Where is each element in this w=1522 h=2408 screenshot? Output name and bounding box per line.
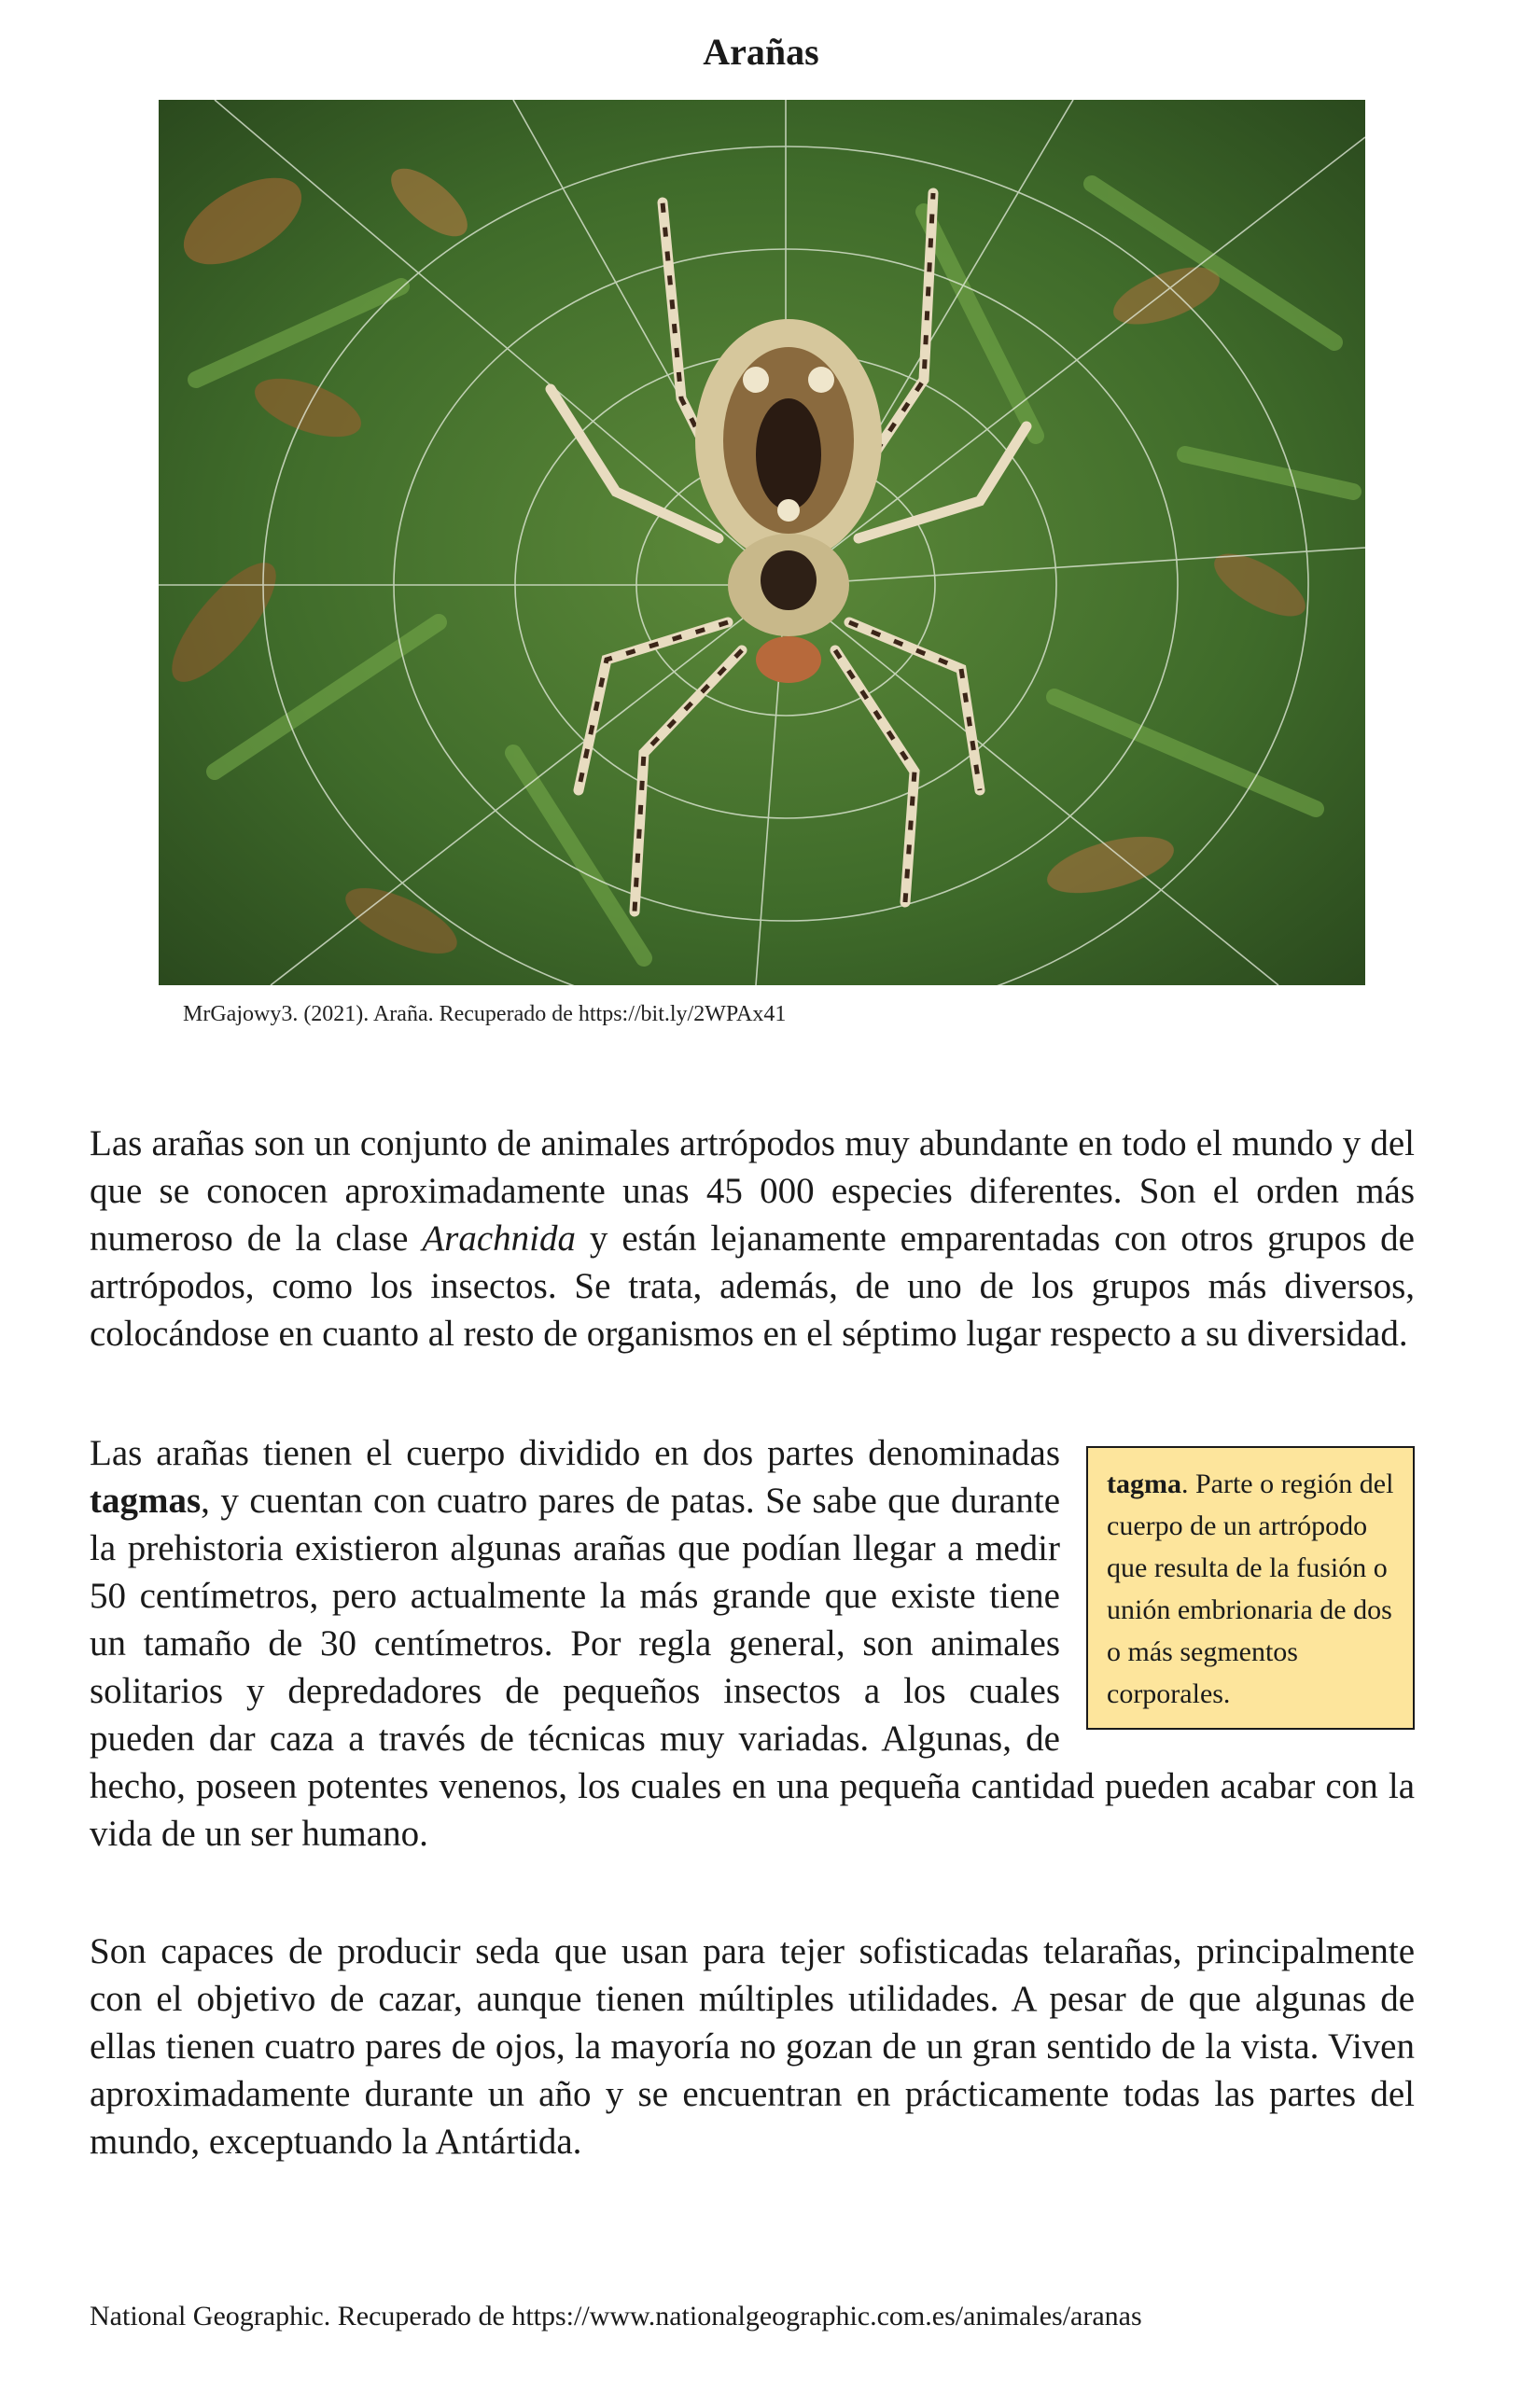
paragraph-body-parts-text-b: , y cuentan con cuatro pares de patas. Se sabe que durante la prehistoria existieron algunas arañas que podían llegar a medir 50 centímetros, pero actualmente la más grande que existe tiene un tamaño de 30 centímetros. Por regla general, son animales solitarios y depredadores de pequeños insectos a los cuales pueden dar caza a través de técnicas muy variadas. Algunas, de hecho, poseen potentes venenos, los cuales en una pequeña cantidad pueden acabar con la vida de un ser humano. — [90, 1481, 1415, 1854]
glossary-definition: . Parte o región del cuerpo de un artrópodo que resulta de la fusión o unión embrionaria de dos o más segmentos corporales. — [1107, 1468, 1394, 1709]
paragraph-silk: Son capaces de producir seda que usan para tejer sofisticadas telarañas, principalmente con el objetivo de cazar, aunque tienen múltiples utilidades. A pesar de que algunas de ellas tienen cuatro pares de ojos, la mayoría no gozan de un gran sentido de la vista. Viven aproximadamente durante un año y se encuentran en prácticamente todas las partes del mundo, exceptuando la Antártida. — [90, 1931, 1415, 2162]
spider-photo — [159, 100, 1365, 985]
paragraph-body-parts-text-a: Las arañas tienen el cuerpo dividido en dos partes denominadas — [90, 1433, 1060, 1473]
page-title: Arañas — [703, 31, 819, 73]
tagmas-term: tagmas — [90, 1481, 202, 1521]
spider-on-web-image — [159, 100, 1365, 985]
arachnida-term: Arachnida — [422, 1218, 577, 1259]
paragraph-intro-text-b: y están lejanamente emparentadas con otros grupos de artrópodos, como los insectos. Se trata, además, de uno de los grupos más diversos, colocándose en cuanto al resto de organismos en el séptimo lugar respecto a su diversidad. — [90, 1218, 1415, 1354]
glossary-box — [1086, 1446, 1415, 1730]
footer-source: National Geographic. Recuperado de https://www.nationalgeographic.com.es/animales/aranas — [90, 2301, 1142, 2331]
paragraph-body-parts — [90, 1429, 1415, 1858]
glossary-term: tagma — [1107, 1468, 1181, 1499]
paragraph-intro — [90, 1120, 1415, 1357]
photo-credit: MrGajowy3. (2021). Araña. Recuperado de https://bit.ly/2WPAx41 — [183, 1002, 787, 1026]
paragraph-intro-text-a: Las arañas son un conjunto de animales artrópodos muy abundante en todo el mundo y del que se conocen aproximadamente unas 45 000 especies diferentes. Son el orden más numeroso de la clase — [90, 1123, 1415, 1259]
